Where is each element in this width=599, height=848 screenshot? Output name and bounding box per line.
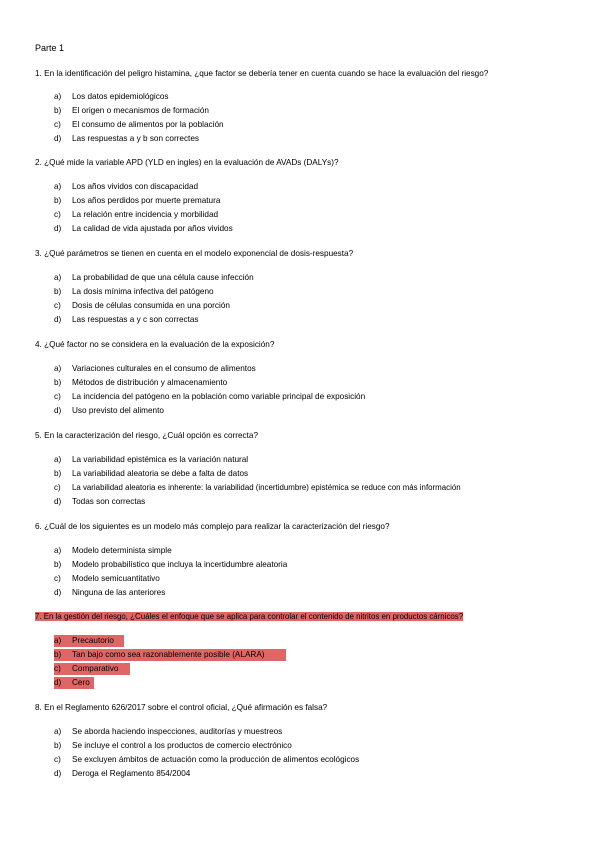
- option-text: Modelo determinista simple: [72, 546, 172, 555]
- question-8-option-d: [54, 768, 190, 780]
- option-letter: d): [54, 224, 62, 233]
- question-5-option-b: [54, 468, 248, 480]
- question-5-option-d: [54, 496, 145, 508]
- question-8: [35, 702, 327, 714]
- option-text: La calidad de vida ajustada por años vividos: [72, 224, 233, 233]
- option-text: La variabilidad epistémica es la variación natural: [72, 455, 249, 464]
- option-text: Las respuestas a y c son correctas: [72, 315, 199, 324]
- option-letter: b): [54, 469, 62, 478]
- option-text: Modelo semicuantitativo: [72, 574, 160, 583]
- question-2: [35, 157, 339, 169]
- question-2-option-b: [54, 195, 220, 207]
- question-3: [35, 248, 353, 260]
- option-letter: d): [54, 678, 62, 687]
- question-1-option-c: [54, 119, 224, 131]
- question-6-option-d: [54, 587, 165, 599]
- option-letter: b): [54, 378, 62, 387]
- question-4-option-d: [54, 405, 164, 417]
- option-letter: c): [54, 574, 61, 583]
- option-letter: a): [54, 182, 62, 191]
- option-text: Todas son correctas: [72, 497, 146, 506]
- option-letter: a): [54, 364, 62, 373]
- option-letter: b): [54, 196, 62, 205]
- option-letter: d): [54, 134, 62, 143]
- option-text: La variabilidad aleatoria se debe a falta de datos: [72, 469, 249, 478]
- question-text: 4. ¿Qué factor no se considera en la evaluación de la exposición?: [35, 340, 275, 349]
- option-text: El consumo de alimentos por la población: [72, 120, 224, 129]
- option-text: Variaciones culturales en el consumo de alimentos: [72, 364, 256, 373]
- option-text: Deroga el Reglamento 854/2004: [72, 769, 191, 778]
- option-text: Los años perdidos por muerte prematura: [72, 196, 221, 205]
- question-1-option-d: [54, 133, 199, 145]
- question-5-option-c: [54, 482, 461, 494]
- option-letter: c): [54, 301, 61, 310]
- option-letter: b): [54, 287, 62, 296]
- question-2-option-a: [54, 181, 198, 193]
- question-text: 6. ¿Cuál de los siguientes es un modelo más complejo para realizar la caracterización del riesgo?: [35, 522, 390, 531]
- option-letter: d): [54, 588, 62, 597]
- part-title: Parte 1: [35, 43, 65, 53]
- option-text: La variabilidad aleatoria es inherente: la variabilidad (incertidumbre) epistémica se reduce con más información: [72, 483, 461, 492]
- option-letter: c): [54, 392, 61, 401]
- question-text: 1. En la identificación del peligro histamina, ¿que factor se debería tener en cuenta cuando se hace la evaluación del riesgo?: [35, 69, 489, 78]
- question-3-option-d: [54, 314, 199, 326]
- question-1-option-b: [54, 105, 209, 117]
- option-letter: b): [54, 560, 62, 569]
- question-3-option-b: [54, 286, 214, 298]
- option-text: Modelo probabilístico que incluya la incertidumbre aleatoria: [72, 560, 288, 569]
- option-text: La dosis mínima infectiva del patógeno: [72, 287, 214, 296]
- option-text: La incidencia del patógeno en la población como variable principal de exposición: [72, 392, 366, 401]
- option-text: Comparativo: [72, 664, 119, 673]
- question-5: [35, 430, 258, 442]
- question-6-option-a: [54, 545, 172, 557]
- question-text: 2. ¿Qué mide la variable APD (YLD en ingles) en la evaluación de AVADs (DALYs)?: [35, 158, 339, 167]
- question-1-option-a: [54, 91, 169, 103]
- question-8-option-b: [54, 740, 292, 752]
- option-text: Tan bajo como sea razonablemente posible (ALARA): [72, 650, 265, 659]
- question-6: [35, 521, 390, 533]
- question-text: 3. ¿Qué parámetros se tienen en cuenta en el modelo exponencial de dosis-respuesta?: [35, 249, 354, 258]
- question-2-option-c: [54, 209, 218, 221]
- question-8-option-a: [54, 726, 282, 738]
- option-letter: c): [54, 755, 61, 764]
- option-letter: a): [54, 92, 62, 101]
- option-text: Se excluyen ámbitos de actuación como la producción de alimentos ecológicos: [72, 755, 360, 764]
- question-text: 8. En el Reglamento 626/2017 sobre el control oficial, ¿Qué afirmación es falsa?: [35, 703, 328, 712]
- option-letter: d): [54, 769, 62, 778]
- question-3-option-a: [54, 272, 254, 284]
- option-text: La relación entre incidencia y morbilidad: [72, 210, 219, 219]
- question-4-option-c: [54, 391, 365, 403]
- option-text: Ninguna de las anteriores: [72, 588, 166, 597]
- question-text: 5. En la caracterización del riesgo, ¿Cuál opción es correcta?: [35, 431, 258, 440]
- option-letter: a): [54, 273, 62, 282]
- option-letter: b): [54, 650, 62, 659]
- option-text: Uso previsto del alimento: [72, 406, 164, 415]
- option-letter: b): [54, 741, 62, 750]
- question-7: [35, 611, 463, 623]
- option-letter: c): [54, 210, 61, 219]
- question-1: [35, 68, 488, 80]
- question-text: 7. En la gestión del riesgo, ¿Cuáles el enfoque que se aplica para controlar el contenido de nitritos en productos cárnicos?: [35, 612, 464, 621]
- option-letter: d): [54, 315, 62, 324]
- option-text: Se aborda haciendo inspecciones, auditorías y muestreos: [72, 727, 283, 736]
- question-3-option-c: [54, 300, 230, 312]
- option-text: Cero: [72, 678, 90, 687]
- option-text: El origen o mecanismos de formación: [72, 106, 209, 115]
- option-letter: c): [54, 664, 61, 673]
- option-letter: a): [54, 636, 62, 645]
- question-7-option-b: [54, 649, 286, 661]
- option-text: Las respuestas a y b son correctes: [72, 134, 199, 143]
- option-text: Se incluye el control a los productos de comercio electrónico: [72, 741, 292, 750]
- question-7-option-a: [54, 635, 124, 647]
- question-2-option-d: [54, 223, 233, 235]
- option-text: Los años vividos con discapacidad: [72, 182, 199, 191]
- question-7-option-c: [54, 663, 130, 675]
- option-text: Los datos epidemiológicos: [72, 92, 169, 101]
- option-letter: a): [54, 455, 62, 464]
- question-7-option-d: [54, 677, 94, 689]
- option-letter: a): [54, 546, 62, 555]
- option-letter: d): [54, 497, 62, 506]
- option-letter: c): [54, 120, 61, 129]
- option-text: Precautorio: [72, 636, 114, 645]
- option-letter: c): [54, 483, 61, 492]
- option-text: Métodos de distribución y almacenamiento: [72, 378, 228, 387]
- question-4-option-b: [54, 377, 227, 389]
- question-5-option-a: [54, 454, 248, 466]
- question-6-option-c: [54, 573, 160, 585]
- question-4: [35, 339, 274, 351]
- question-8-option-c: [54, 754, 359, 766]
- option-letter: a): [54, 727, 62, 736]
- option-text: Dosis de células consumida en una porción: [72, 301, 230, 310]
- option-letter: d): [54, 406, 62, 415]
- option-letter: b): [54, 106, 62, 115]
- question-6-option-b: [54, 559, 287, 571]
- question-4-option-a: [54, 363, 256, 375]
- option-text: La probabilidad de que una célula cause infección: [72, 273, 254, 282]
